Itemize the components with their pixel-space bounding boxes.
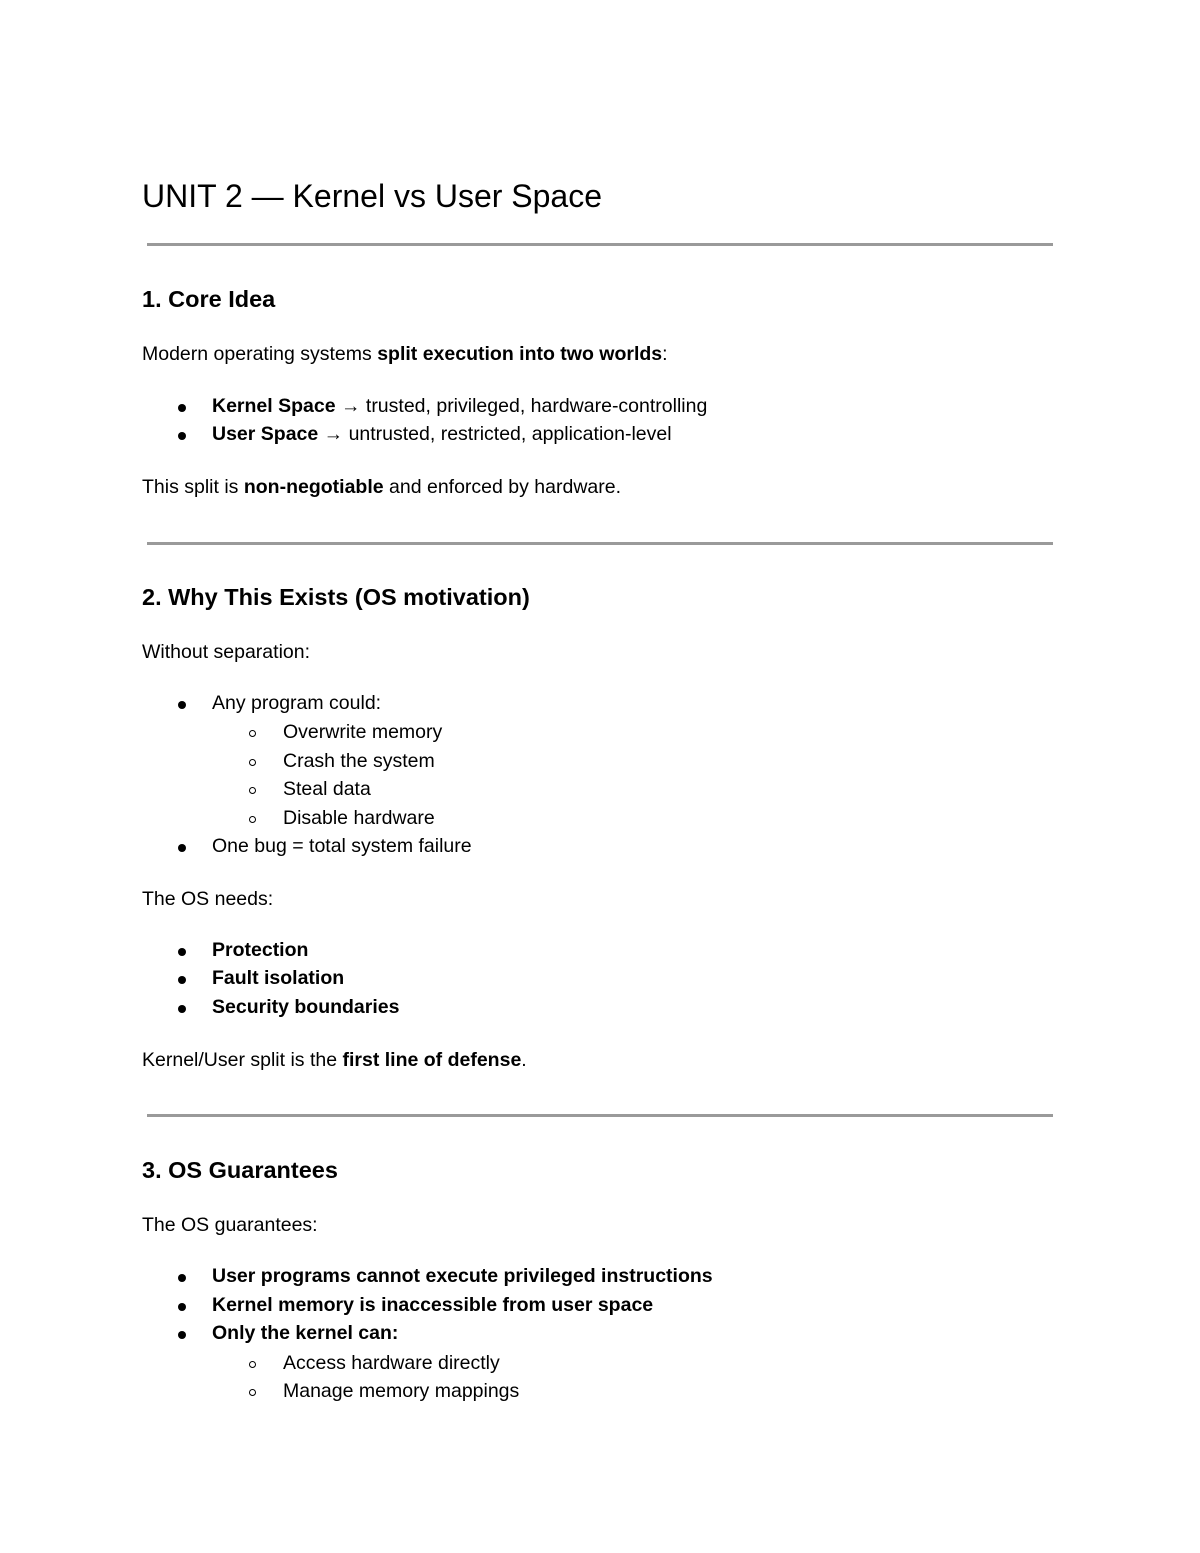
list-item: User programs cannot execute privileged instructions (212, 1265, 713, 1287)
list-item: Security boundaries (212, 996, 400, 1018)
list-item (212, 393, 707, 419)
bullet-icon (178, 1303, 186, 1311)
page-title: UNIT 2 — Kernel vs User Space (142, 178, 603, 214)
section-1-heading: 1. Core Idea (142, 286, 276, 312)
closing-suffix: and enforced by hardware. (383, 476, 622, 498)
section-2-closing (142, 1047, 527, 1073)
list-item: Any program could: (212, 692, 382, 714)
closing-suffix: . (521, 1049, 527, 1071)
list-item: One bug = total system failure (212, 835, 472, 857)
sub-list-item: Manage memory mappings (283, 1380, 520, 1402)
intro-suffix: : (662, 343, 668, 365)
section-2-needs-intro: The OS needs: (142, 888, 274, 910)
list-item-desc: → trusted, privileged, hardware-controlling (335, 395, 708, 417)
horizontal-rule (147, 243, 1053, 246)
circle-bullet-icon (249, 1361, 256, 1368)
bullet-icon (178, 1274, 186, 1282)
list-item: Kernel memory is inaccessible from user space (212, 1294, 654, 1316)
list-item: Protection (212, 939, 309, 961)
sub-list-item: Steal data (283, 778, 371, 800)
section-2-heading: 2. Why This Exists (OS motivation) (142, 584, 530, 610)
section-1-intro (142, 341, 668, 367)
list-item-desc: → untrusted, restricted, application-level (318, 423, 672, 445)
section-1-closing (142, 474, 621, 500)
bullet-icon (178, 844, 186, 852)
sub-list-item: Access hardware directly (283, 1352, 500, 1374)
circle-bullet-icon (249, 1389, 256, 1396)
horizontal-rule (147, 542, 1053, 545)
sub-list-item: Crash the system (283, 750, 435, 772)
closing-bold: non-negotiable (243, 476, 384, 498)
bullet-icon (178, 701, 186, 709)
list-item-term: Kernel Space (212, 395, 336, 417)
intro-bold: split execution into two worlds (377, 343, 663, 365)
closing-text: This split is (142, 476, 244, 498)
bullet-icon (178, 432, 186, 440)
circle-bullet-icon (249, 787, 256, 794)
bullet-icon (178, 1005, 186, 1013)
list-item (212, 421, 672, 447)
bullet-icon (178, 948, 186, 956)
circle-bullet-icon (249, 816, 256, 823)
section-3-intro: The OS guarantees: (142, 1214, 318, 1236)
bullet-icon (178, 976, 186, 984)
section-3-heading: 3. OS Guarantees (142, 1157, 338, 1183)
list-item: Fault isolation (212, 967, 345, 989)
horizontal-rule (147, 1114, 1053, 1117)
circle-bullet-icon (249, 759, 256, 766)
list-item: Only the kernel can: (212, 1322, 399, 1344)
list-item-term: User Space (212, 423, 319, 445)
bullet-icon (178, 404, 186, 412)
closing-bold: first line of defense (342, 1049, 522, 1071)
closing-text: Kernel/User split is the (142, 1049, 343, 1071)
sub-list-item: Disable hardware (283, 807, 435, 829)
intro-text: Modern operating systems (142, 343, 378, 365)
section-2-intro: Without separation: (142, 641, 311, 663)
circle-bullet-icon (249, 730, 256, 737)
sub-list-item: Overwrite memory (283, 721, 443, 743)
bullet-icon (178, 1331, 186, 1339)
